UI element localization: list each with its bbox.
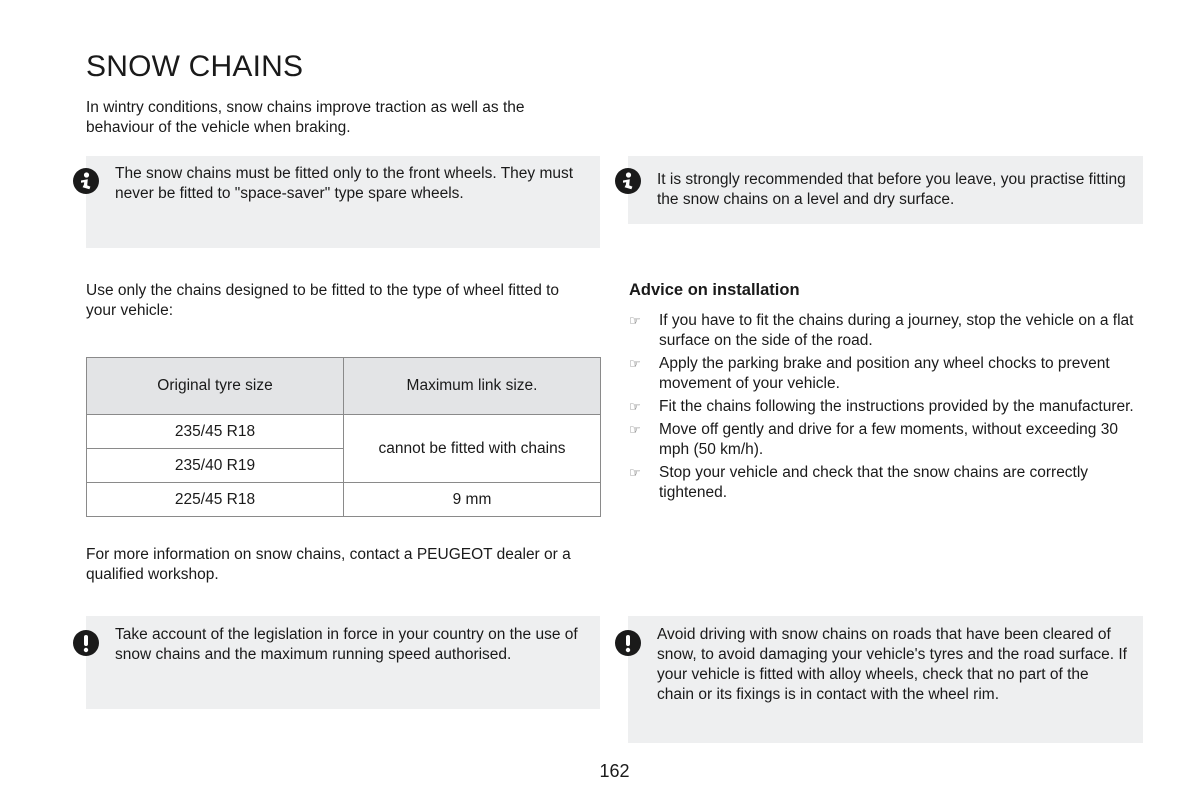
- pointing-hand-icon: ☞: [629, 465, 641, 480]
- list-item: [629, 311, 1139, 351]
- table-row: [87, 415, 601, 449]
- tyre-size-cell: 235/40 R19: [87, 449, 344, 483]
- table-header-cell: Original tyre size: [87, 358, 344, 415]
- list-item: [629, 354, 1139, 394]
- table-header-row: [87, 358, 601, 415]
- list-item: [629, 420, 1139, 460]
- advice-list: [629, 311, 1139, 506]
- advice-heading: Advice on installation: [629, 281, 800, 299]
- pointing-hand-icon: ☞: [629, 399, 641, 414]
- note-cleared-roads: [628, 616, 1143, 743]
- list-item-text: Fit the chains following the instructions provided by the manufacturer.: [659, 398, 1134, 415]
- info-icon: [614, 167, 642, 195]
- note-front-wheels: [86, 156, 600, 248]
- list-item-text: Apply the parking brake and position any wheel chocks to prevent movement of your vehicle.: [659, 355, 1110, 392]
- tyre-size-cell: 235/45 R18: [87, 415, 344, 449]
- note-cleared-roads-text: Avoid driving with snow chains on roads that have been cleared of snow, to avoid damaging your vehicle's tyres and the road surface. If your vehicle is fitted with alloy wheels, check that no part of the chain or its fixings is in contact with the wheel rim.: [657, 626, 1127, 703]
- note-front-wheels-text: The snow chains must be fitted only to the front wheels. They must never be fitted to "space-saver" type spare wheels.: [115, 165, 574, 202]
- list-item-text: Stop your vehicle and check that the snow chains are correctly tightened.: [659, 464, 1089, 501]
- link-size-cell: 9 mm: [344, 483, 601, 517]
- warning-icon: [614, 629, 642, 657]
- info-icon: [72, 167, 100, 195]
- page-number: 162: [599, 761, 630, 781]
- note-legislation-text: Take account of the legislation in force in your country on the use of snow chains and the maximum running speed authorised.: [115, 626, 578, 663]
- pointing-hand-icon: ☞: [629, 422, 641, 437]
- warning-icon: [72, 629, 100, 657]
- list-item: [629, 463, 1139, 503]
- pointing-hand-icon: ☞: [629, 313, 641, 328]
- note-legislation: [86, 616, 600, 709]
- tyre-chain-table: [86, 357, 601, 517]
- link-size-cell: cannot be fitted with chains: [344, 415, 601, 483]
- table-row: [87, 483, 601, 517]
- list-item: [629, 397, 1139, 417]
- intro-paragraph: In wintry conditions, snow chains improve traction as well as the behaviour of the vehicle when braking.: [86, 99, 525, 136]
- tyre-size-cell: 225/45 R18: [87, 483, 344, 517]
- note-practise-text: It is strongly recommended that before you leave, you practise fitting the snow chains on a level and dry surface.: [657, 171, 1126, 208]
- table-header-cell: Maximum link size.: [344, 358, 601, 415]
- list-item-text: Move off gently and drive for a few moments, without exceeding 30 mph (50 km/h).: [659, 421, 1118, 458]
- list-item-text: If you have to fit the chains during a journey, stop the vehicle on a flat surface on the side of the road.: [659, 312, 1134, 349]
- page-title: SNOW CHAINS: [86, 50, 304, 83]
- more-info-paragraph: For more information on snow chains, contact a PEUGEOT dealer or a qualified workshop.: [86, 546, 571, 583]
- use-only-paragraph: Use only the chains designed to be fitted to the type of wheel fitted to your vehicle:: [86, 282, 560, 319]
- pointing-hand-icon: ☞: [629, 356, 641, 371]
- note-practise: [628, 156, 1143, 224]
